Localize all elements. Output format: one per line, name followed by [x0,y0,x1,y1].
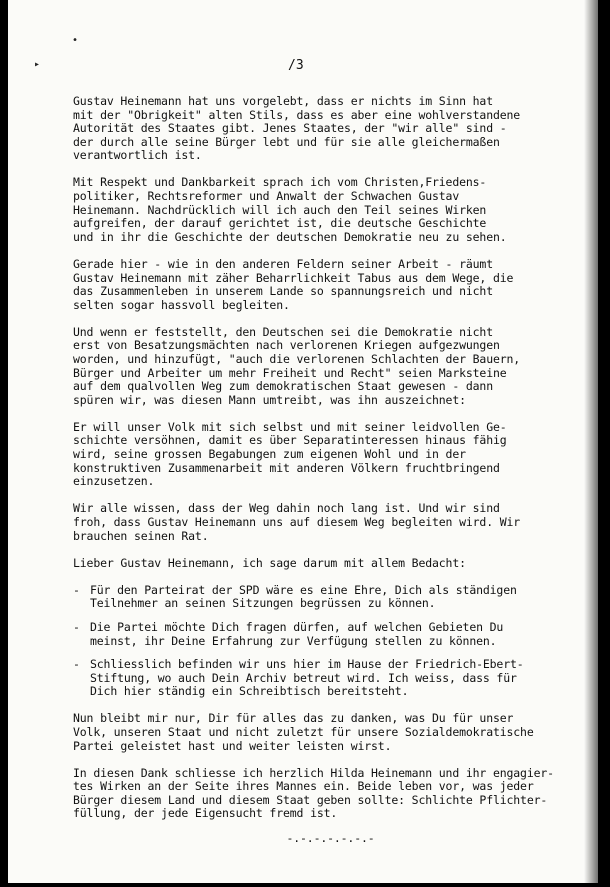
list-dash: - [73,582,80,597]
list-item [73,621,588,648]
paragraph [73,258,588,312]
scan-speck: • [72,35,79,46]
text-line: Dich hier ständig ein Schreibtisch bereitsteht. [90,684,409,699]
paragraph [73,767,588,821]
paragraph [73,557,588,571]
text-line: erst von Besatzungsmächten nach verlorenen Kriegen aufgezwungen [73,338,500,353]
text-line: Gerade hier - wie in den anderen Feldern seiner Arbeit - räumt [73,256,493,271]
list-item [73,584,588,611]
text-line: verantwortlich ist. [73,148,202,163]
text-line: Partei geleistet hast und weiter leisten wirst. [73,738,392,753]
text-line: Bürger diesem Land und diesem Staat geben sollte: Schlichte Pflichter- [73,792,548,807]
proposal-list [73,584,588,699]
text-line: das Zusammenleben in unserem Lande so spannungsreich und nicht [73,284,493,299]
paragraph-group-a [73,95,588,570]
text-line: spüren wir, was diesen Mann umtreibt, was ihn auszeichnet: [73,392,466,407]
document-page [8,0,598,883]
text-line: froh, dass Gustav Heinemann uns auf diesem Weg begleiten wird. Wir [73,514,521,529]
text-line: Die Partei möchte Dich fragen dürfen, auf welchen Gebieten Du [90,619,504,634]
paragraph [73,326,588,408]
text-line: selten sogar hassvoll begleiten. [73,297,290,312]
text-line: worden, und hinzufügt, "auch die verlorenen Schlachten der Bauern, [73,352,521,366]
text-line: Wir alle wissen, dass der Weg dahin noch lang ist. Und wir sind [73,501,500,516]
text-line: Lieber Gustav Heinemann, ich sage darum mit allem Bedacht: [73,555,466,570]
text-line: Autorität des Staates gibt. Jenes Staates, der "wir alle" sind - [73,121,507,136]
text-line: Für den Parteirat der SPD wäre es eine Ehre, Dich als ständigen [90,582,517,597]
paragraph [73,421,588,489]
text-line: einzusetzen. [73,474,155,489]
text-line: Volk, unseren Staat und nicht zuletzt für unsere Sozialdemokratische [73,724,534,739]
paragraph [73,176,588,244]
text-line: In diesen Dank schliesse ich herzlich Hilda Heinemann und ihr engagier- [73,765,554,780]
closing-mark: -.-.-.-.-.-.- [286,830,375,845]
text-line: Mit Respekt und Dankbarkeit sprach ich vom Christen,Friedens- [73,175,487,190]
text-line: Und wenn er feststellt, den Deutschen sei die Demokratie nicht [73,324,493,339]
text-line: der durch alle seine Bürger lebt und für sie alle gleichermaßen [73,134,500,149]
text-line: Schliesslich befinden wir uns hier im Hause der Friedrich-Ebert- [90,657,524,672]
text-line: meinst, ihr Deine Erfahrung zur Verfügung stellen zu können. [90,633,497,648]
text-line: politiker, Rechtsreformer und Anwalt der Schwachen Gustav [73,189,460,204]
text-line: mit der "Obrigkeit" alten Stils, dass es aber eine wohlverstandene [73,107,521,122]
list-item [73,658,588,699]
text-line: Stiftung, wo auch Dein Archiv betreut wird. Ich weiss, dass für [90,670,517,685]
text-line: Gustav Heinemann hat uns vorgelebt, dass er nichts im Sinn hat [73,94,493,108]
text-line: Nun bleibt mir nur, Dir für alles das zu danken, was Du für unser [73,711,514,726]
scan-speck: ▸ [34,59,41,70]
text-line: brauchen seinen Rat. [73,528,209,543]
text-line: schichte versöhnen, damit es über Separatinteressen hinaus fähig [73,433,507,448]
paragraph [73,95,588,163]
text-line: wird, seine grossen Begabungen zum eigenen Wohl und in der [73,447,466,462]
paragraph [73,712,588,753]
text-line: konstruktiven Zusammenarbeit mit anderen Völkern fruchtbringend [73,460,500,475]
text-line: Gustav Heinemann mit zäher Beharrlichkeit Tabus aus dem Wege, die [73,270,514,285]
text-line: Er will unser Volk mit sich selbst und mit seiner leidvollen Ge- [73,419,507,434]
text-line: füllung, der jede Eigensucht fremd ist. [73,806,338,821]
list-dash: - [73,619,80,634]
text-line: Bürger und Arbeiter um mehr Freiheit und Recht" seien Marksteine [73,365,507,380]
letter-body [73,95,588,845]
text-line: Heinemann. Nachdrücklich will ich auch den Teil seines Wirken [73,202,487,217]
scan-edge-shadow [584,0,598,883]
paragraph [73,502,588,543]
page-number: /3 [288,58,304,73]
text-line: auf dem qualvollen Weg zum demokratischen Staat gewesen - dann [73,379,493,394]
text-line: tes Wirken an der Seite ihres Mannes ein. Beide leben vor, was jeder [73,779,534,794]
text-line: aufgreifen, der darauf gerichtet ist, die deutsche Geschichte [73,216,487,231]
text-line: Teilnehmer an seinen Sitzungen begrüssen zu können. [90,596,436,611]
paragraph-group-b [73,712,588,821]
list-dash: - [73,657,80,672]
text-line: und in ihr die Geschichte der deutschen Demokratie neu zu sehen. [73,229,507,244]
